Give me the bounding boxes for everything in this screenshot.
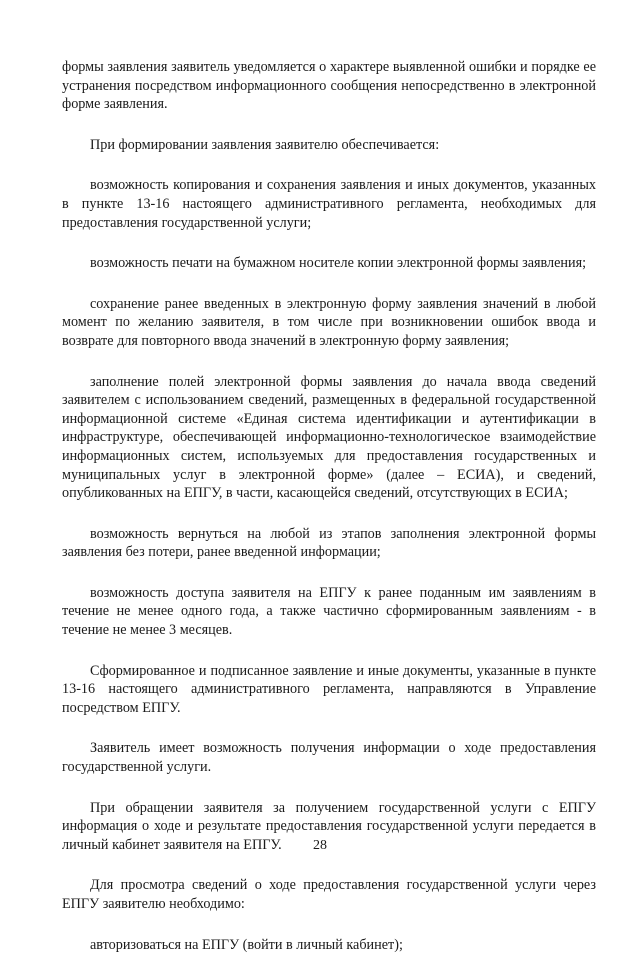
- paragraph-item: возможность вернуться на любой из этапов заполнения электронной формы заявления без потери, ранее введенной информации;: [62, 525, 596, 561]
- paragraph-item: авторизоваться на ЕПГУ (войти в личный кабинет);: [90, 936, 403, 953]
- paragraph: Сформированное и подписанное заявление и иные документы, указанные в пункте 13-16 настоящего административного регламента, направляются в Управление посредством ЕПГУ.: [62, 662, 596, 716]
- paragraph-item: возможность копирования и сохранения заявления и иных документов, указанных в пункте 13-16 настоящего административного регламента, необходимых для предоставления государственной услуги;: [62, 177, 596, 231]
- paragraph-item: возможность печати на бумажном носителе копии электронной формы заявления;: [90, 255, 587, 272]
- paragraph: При обращении заявителя за получением государственной услуги с ЕПГУ информация о ходе и результате предоставления государственной услуги передается в личный кабинет заявителя на ЕПГУ.: [62, 799, 596, 853]
- paragraph-item: заполнение полей электронной формы заявления до начала ввода сведений заявителем с использованием сведений, размещенных в федеральной государственной информационной системе «Единая система идентификации и аутентификации в инфраструктуре, обеспечивающей информационно-технологическое взаимодействие информационных систем, используемых для предоставления государственных и муниципальных услуг в электронной форме» (далее – ЕСИА), и сведений, опубликованных на ЕПГУ, в части, касающейся сведений, отсутствующих в ЕСИА;: [62, 373, 596, 502]
- paragraph-item: сохранение ранее введенных в электронную форму заявления значений в любой момент по желанию заявителя, в том числе при возникновении ошибок ввода и возврате для повторного ввода значений в электронную форму заявления;: [62, 295, 596, 349]
- paragraph: Заявитель имеет возможность получения информации о ходе предоставления государственной услуги.: [62, 740, 596, 776]
- page-number: 28: [313, 838, 327, 853]
- paragraph-continuation: формы заявления заявитель уведомляется о характере выявленной ошибки и порядке ее устранения посредством информационного сообщения непосредственно в электронной форме заявления.: [62, 59, 596, 113]
- paragraph-item: возможность доступа заявителя на ЕПГУ к ранее поданным им заявлениям в течение не менее одного года, а также частично сформированным заявлениям - в течение не менее 3 месяцев.: [62, 584, 596, 639]
- paragraph-intro: При формировании заявления заявителю обеспечивается:: [90, 136, 440, 153]
- paragraph: Для просмотра сведений о ходе предоставления государственной услуги через ЕПГУ заявителю необходимо:: [62, 877, 596, 912]
